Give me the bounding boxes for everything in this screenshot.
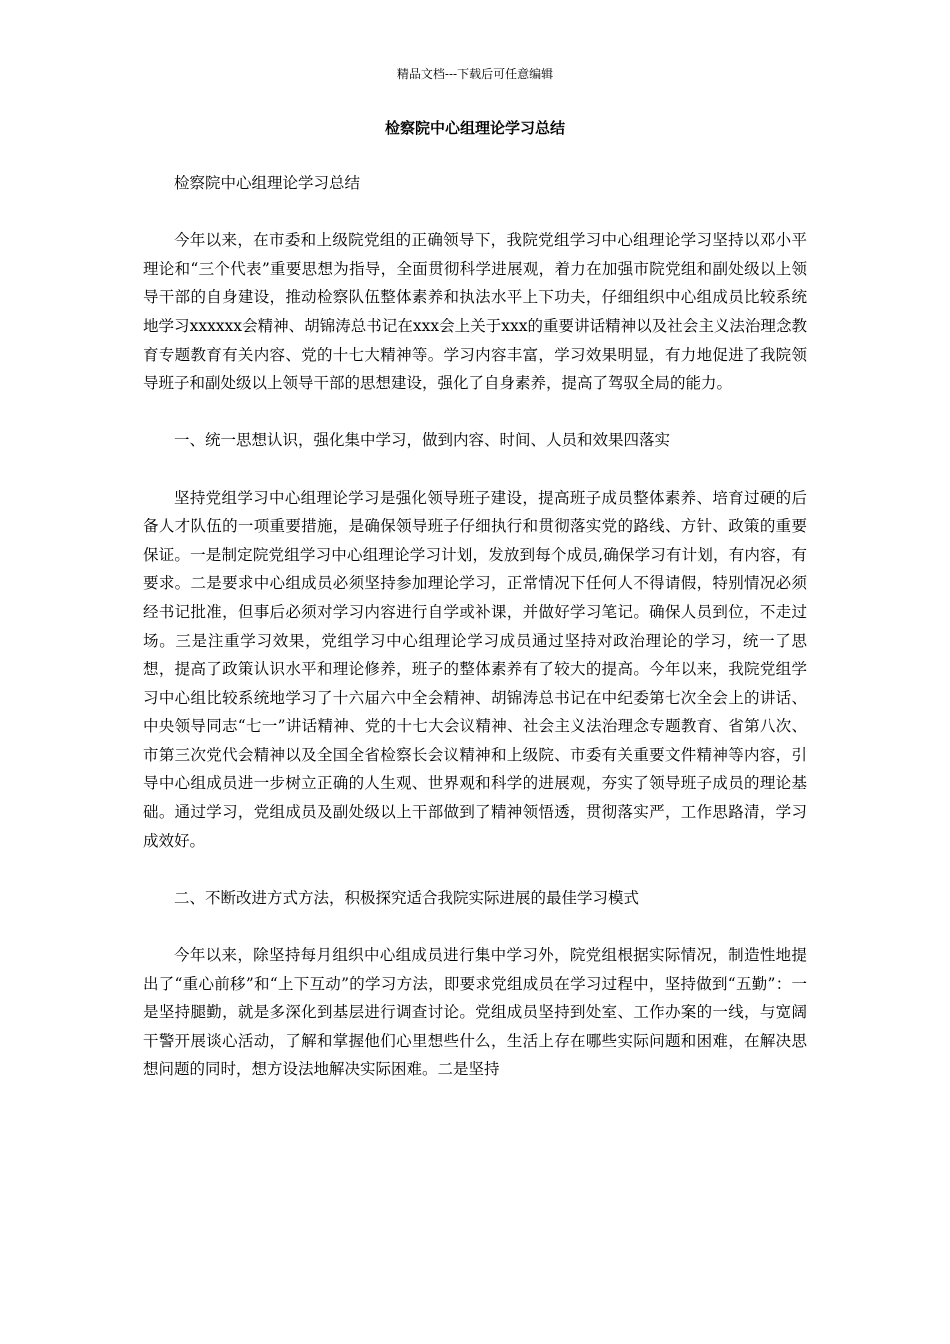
section-heading: 二、不断改进方式方法，积极探究适合我院实际进展的最佳学习模式 bbox=[174, 888, 640, 907]
section-heading: 一、统一思想认识，强化集中学习，做到内容、时间、人员和效果四落实 bbox=[174, 431, 671, 450]
body-paragraph: 坚持党组学习中心组理论学习是强化领导班子建设，提高班子成员整体素养、培育过硬的后备人才队伍的一项重要措施，是确保领导班子仔细执行和贯彻落实党的路线、方针、政策的重要保证。一是制定院党组学习中心组理论学习计划，发放到每个成员,确保学习有计划，有内容，有要求。二是要求中心组成员必须坚持参加理论学习，正常情况下任何人不得请假，特别情况必须经书记批准，但事后必须对学习内容进行自学或补课，并做好学习笔记。确保人员到位，不走过场。三是注重学习效果，党组学习中心组理论学习成员通过坚持对政治理论的学习，统一了思想，提高了政策认识水平和理论修养，班子的整体素养有了较大的提高。今年以来，我院党组学习中心组比较系统地学习了十六届六中全会精神、胡锦涛总书记在中纪委第七次全会上的讲话、中央领导同志“七一”讲话精神、党的十七大会议精神、社会主义法治理念专题教育、省第八次、市第三次党代会精神以及全国全省检察长会议精神和上级院、市委有关重要文件精神等内容，引导中心组成员进一步树立正确的人生观、世界观和科学的进展观，夯实了领导班子成员的理论基础。通过学习，党组成员及副处级以上干部做到了精神领悟透，贯彻落实严，工作思路清，学习成效好。 bbox=[143, 488, 807, 850]
body-paragraph: 今年以来，除坚持每月组织中心组成员进行集中学习外，院党组根据实际情况，制造性地提出了“重心前移”和“上下互动”的学习方法，即要求党组成员在学习过程中，坚持做到“五勤”：一是坚持腿勤，就是多深化到基层进行调查讨论。党组成员坚持到处室、工作办案的一线，与宽阔干警开展谈心活动，了解和掌握他们心里想些什么，生活上存在哪些实际问题和困难，在解决思想问题的同时，想方设法地解决实际困难。二是坚持 bbox=[143, 946, 807, 1079]
document-title: 检察院中心组理论学习总结 bbox=[384, 119, 565, 137]
page-header: 精品文档---下载后可任意编辑 bbox=[396, 67, 554, 81]
body-paragraph: 今年以来，在市委和上级院党组的正确领导下，我院党组学习中心组理论学习坚持以邓小平理论和“三个代表”重要思想为指导，全面贯彻科学进展观，着力在加强市院党组和副处级以上领导干部的自身建设，推动检察队伍整体素养和执法水平上下功夫，仔细组织中心组成员比较系统地学习xxxxxx会精神、胡锦涛总书记在xxx会上关于xxx的重要讲话精神以及社会主义法治理念教育专题教育有关内容、党的十七大精神等。学习内容丰富，学习效果明显，有力地促进了我院领导班子和副处级以上领导干部的思想建设，强化了自身素养，提高了驾驭全局的能力。 bbox=[143, 231, 807, 393]
body-subtitle: 检察院中心组理论学习总结 bbox=[174, 174, 361, 192]
document-body bbox=[143, 169, 807, 1084]
